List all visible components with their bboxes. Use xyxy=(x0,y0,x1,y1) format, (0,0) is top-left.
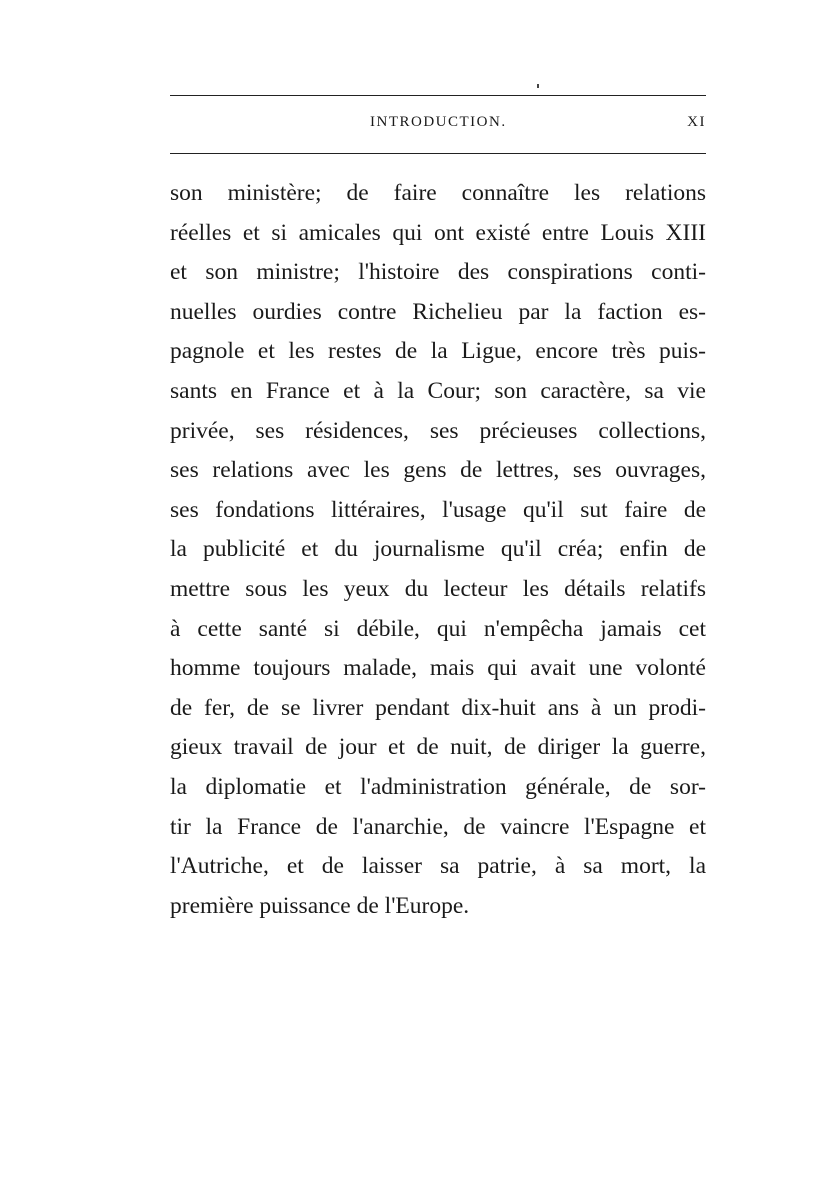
text-line: l'Autriche, et de laisser sa patrie, à sa mort, la xyxy=(170,853,706,880)
text-line: de fer, de se livrer pendant dix-huit ans à un prodi- xyxy=(170,694,706,721)
text-line: homme toujours malade, mais qui avait une volonté xyxy=(170,655,706,682)
text-line: nuelles ourdies contre Richelieu par la faction es- xyxy=(170,298,706,325)
text-line: la publicité et du journalisme qu'il créa; enfin de xyxy=(170,536,706,563)
text-line: à cette santé si débile, qui n'empêcha jamais cet xyxy=(170,615,706,642)
body-paragraph xyxy=(170,174,706,926)
header-top-rule xyxy=(170,95,706,96)
text-line: mettre sous les yeux du lecteur les détails relatifs xyxy=(170,575,706,602)
text-line: son ministère; de faire connaître les relations xyxy=(170,180,706,206)
running-head-title: INTRODUCTION. xyxy=(370,114,507,130)
running-head xyxy=(170,114,706,138)
text-line: sants en France et à la Cour; son caractère, sa vie xyxy=(170,377,706,404)
page-number: XI xyxy=(687,114,706,130)
text-line: gieux travail de jour et de nuit, de diriger la guerre, xyxy=(170,734,706,761)
text-line: ses relations avec les gens de lettres, ses ouvrages, xyxy=(170,457,706,484)
print-mark xyxy=(537,84,539,88)
text-line: première puissance de l'Europe. xyxy=(170,892,470,919)
text-line: et son ministre; l'histoire des conspirations conti- xyxy=(170,259,706,286)
text-line: la diplomatie et l'administration générale, de sor- xyxy=(170,773,706,800)
text-line: tir la France de l'anarchie, de vaincre l'Espagne et xyxy=(170,813,706,840)
text-line: réelles et si amicales qui ont existé entre Louis XIII xyxy=(170,219,706,246)
text-line: privée, ses résidences, ses précieuses collections, xyxy=(170,417,706,444)
text-line: pagnole et les restes de la Ligue, encore très puis- xyxy=(170,338,706,365)
header-bottom-rule xyxy=(170,153,706,154)
text-line: ses fondations littéraires, l'usage qu'il sut faire de xyxy=(170,496,706,523)
